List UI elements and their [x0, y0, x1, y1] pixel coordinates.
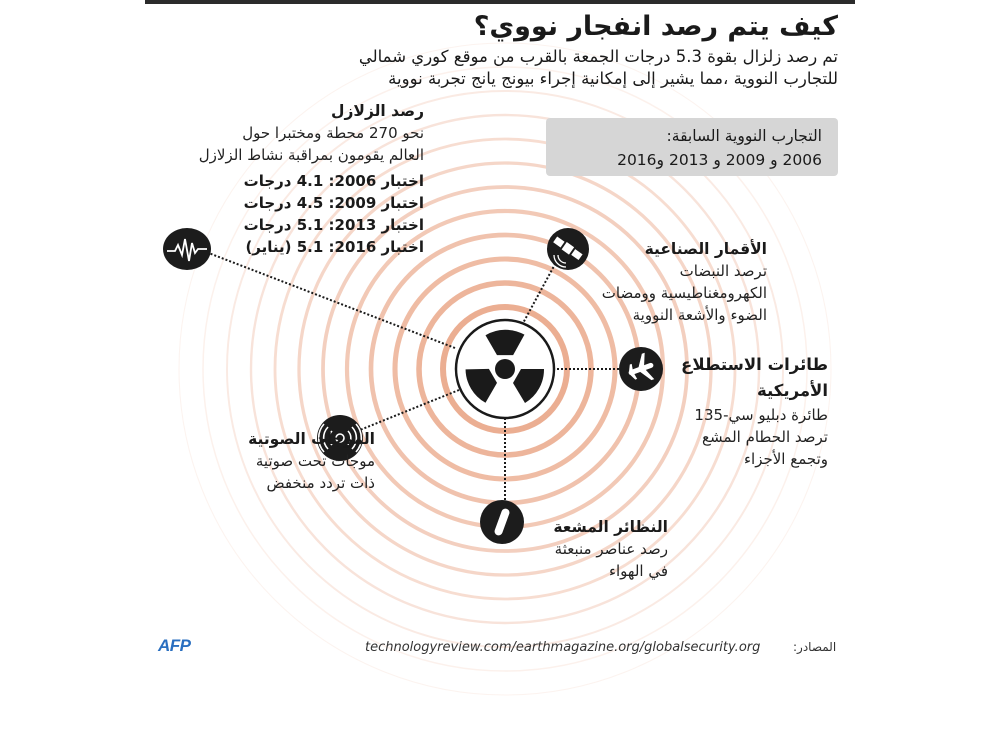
isotopes-block	[468, 516, 668, 582]
isotopes-title: النظائر المشعة	[553, 518, 668, 536]
aircraft-line-2: ترصد الحطام المشع	[702, 428, 828, 446]
radiation-icon	[456, 318, 554, 418]
seismic-block	[124, 100, 424, 258]
acoustic-title: الموجات الصوتية	[248, 430, 375, 448]
aircraft-block	[588, 352, 828, 470]
previous-tests-box	[546, 118, 838, 176]
acoustic-block	[155, 428, 375, 494]
afp-logo: AFP	[158, 636, 191, 655]
seismic-tests	[124, 170, 424, 258]
subtitle-line-1: تم رصد زلزال بقوة 5.3 درجات الجمعة بالقرب من موقع كوري شمالي	[358, 47, 838, 66]
satellites-block	[507, 238, 767, 326]
subtitle-line-2: للتجارب النووية ،مما يشير إلى إمكانية إجراء بيونج يانج تجربة نووية	[388, 69, 838, 88]
seismic-test-2016: اختبار 2016: 5.1 (يناير)	[245, 238, 424, 256]
satellites-line-1: ترصد النبضات	[679, 262, 767, 280]
seismic-test-2013: اختبار 2013: 5.1 درجات	[243, 216, 424, 234]
seismic-line-2: العالم يقومون بمراقبة نشاط الزلازل	[198, 146, 424, 164]
aircraft-line-1: طائرة دبليو سي-135	[694, 406, 828, 424]
aircraft-title-2: الأمريكية	[757, 381, 828, 400]
subtitle	[188, 46, 838, 90]
seismic-line-1: نحو 270 محطة ومختبرا حول	[242, 124, 424, 142]
previous-tests-years: 2006 و 2009 و 2013 و2016	[617, 151, 822, 169]
seismic-test-2009: اختبار 2009: 4.5 درجات	[243, 194, 424, 212]
satellites-line-3: الضوء والأشعة النووية	[632, 306, 767, 324]
isotopes-line-1: رصد عناصر منبعثة	[554, 540, 668, 558]
previous-tests-label: التجارب النووية السابقة:	[666, 127, 822, 145]
seismic-title: رصد الزلازل	[331, 102, 424, 120]
aircraft-title-1: طائرات الاستطلاع	[681, 355, 828, 374]
page-title: كيف يتم رصد انفجار نووي؟	[473, 11, 838, 42]
satellites-line-2: الكهرومغناطيسية وومضات	[601, 284, 767, 302]
satellites-title: الأقمار الصناعية	[644, 240, 767, 258]
sources-label: المصادر:	[793, 640, 837, 654]
isotopes-line-2: في الهواء	[608, 562, 668, 580]
seismic-test-2006: اختبار 2006: 4.1 درجات	[243, 172, 424, 190]
acoustic-line-2: ذات تردد منخفض	[266, 474, 375, 492]
acoustic-line-1: موجات تحت صوتية	[255, 452, 375, 470]
aircraft-line-3: وتجمع الأجزاء	[743, 450, 828, 468]
sources-text: technologyreview.com/earthmagazine.org/globalsecurity.org	[365, 640, 761, 655]
